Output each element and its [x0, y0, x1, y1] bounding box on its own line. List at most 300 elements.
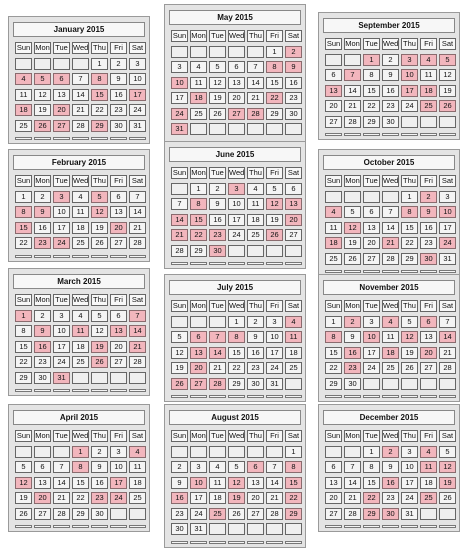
day-cell[interactable]: 28	[129, 356, 146, 368]
day-cell[interactable]: 11	[190, 77, 207, 89]
day-cell[interactable]: 5	[344, 206, 361, 218]
day-cell[interactable]: 20	[228, 92, 245, 104]
day-cell[interactable]: 13	[190, 347, 207, 359]
day-cell[interactable]: 1	[266, 46, 283, 58]
day-cell[interactable]: 27	[247, 508, 264, 520]
day-cell[interactable]: 18	[209, 492, 226, 504]
day-cell[interactable]: 7	[439, 316, 456, 328]
day-cell[interactable]: 17	[363, 347, 380, 359]
day-cell[interactable]: 22	[363, 100, 380, 112]
day-cell[interactable]: 27	[110, 237, 127, 249]
day-cell[interactable]: 10	[53, 325, 70, 337]
day-cell[interactable]: 9	[209, 198, 226, 210]
day-cell[interactable]: 21	[129, 341, 146, 353]
day-cell[interactable]: 5	[439, 446, 456, 458]
day-cell[interactable]: 21	[382, 237, 399, 249]
day-cell[interactable]: 7	[247, 61, 264, 73]
day-cell[interactable]: 3	[53, 310, 70, 322]
day-cell[interactable]: 4	[129, 446, 146, 458]
day-cell[interactable]: 10	[190, 477, 207, 489]
day-cell[interactable]: 27	[325, 508, 342, 520]
day-cell[interactable]: 26	[34, 120, 51, 132]
day-cell[interactable]: 4	[209, 461, 226, 473]
day-cell[interactable]: 21	[266, 492, 283, 504]
day-cell[interactable]: 30	[171, 523, 188, 535]
day-cell[interactable]: 11	[72, 325, 89, 337]
day-cell[interactable]: 10	[401, 69, 418, 81]
day-cell[interactable]: 9	[382, 69, 399, 81]
day-cell[interactable]: 27	[34, 508, 51, 520]
day-cell[interactable]: 24	[129, 104, 146, 116]
day-cell[interactable]: 28	[72, 120, 89, 132]
day-cell[interactable]: 10	[53, 206, 70, 218]
day-cell[interactable]: 3	[129, 58, 146, 70]
day-cell[interactable]: 27	[190, 378, 207, 390]
day-cell[interactable]: 13	[53, 89, 70, 101]
day-cell[interactable]: 23	[285, 92, 302, 104]
day-cell[interactable]: 5	[228, 461, 245, 473]
day-cell[interactable]: 16	[209, 214, 226, 226]
day-cell[interactable]: 2	[247, 316, 264, 328]
day-cell[interactable]: 19	[439, 85, 456, 97]
day-cell[interactable]: 22	[325, 362, 342, 374]
day-cell[interactable]: 30	[247, 378, 264, 390]
day-cell[interactable]: 14	[344, 477, 361, 489]
day-cell[interactable]: 12	[91, 325, 108, 337]
day-cell[interactable]: 5	[91, 310, 108, 322]
day-cell[interactable]: 28	[344, 508, 361, 520]
day-cell[interactable]: 26	[344, 253, 361, 265]
day-cell[interactable]: 1	[285, 446, 302, 458]
day-cell[interactable]: 11	[247, 198, 264, 210]
day-cell[interactable]: 22	[401, 237, 418, 249]
day-cell[interactable]: 25	[190, 108, 207, 120]
day-cell[interactable]: 19	[266, 214, 283, 226]
day-cell[interactable]: 24	[401, 100, 418, 112]
day-cell[interactable]: 30	[285, 108, 302, 120]
day-cell[interactable]: 14	[209, 347, 226, 359]
day-cell[interactable]: 21	[72, 104, 89, 116]
day-cell[interactable]: 6	[325, 461, 342, 473]
day-cell[interactable]: 21	[344, 492, 361, 504]
day-cell[interactable]: 29	[91, 120, 108, 132]
day-cell[interactable]: 11	[420, 69, 437, 81]
day-cell[interactable]: 2	[110, 58, 127, 70]
day-cell[interactable]: 23	[34, 237, 51, 249]
day-cell[interactable]: 18	[129, 477, 146, 489]
day-cell[interactable]: 21	[439, 347, 456, 359]
day-cell[interactable]: 25	[15, 120, 32, 132]
day-cell[interactable]: 5	[209, 61, 226, 73]
day-cell[interactable]: 15	[325, 347, 342, 359]
day-cell[interactable]: 16	[91, 477, 108, 489]
day-cell[interactable]: 4	[190, 61, 207, 73]
day-cell[interactable]: 20	[363, 237, 380, 249]
day-cell[interactable]: 24	[363, 362, 380, 374]
day-cell[interactable]: 20	[247, 492, 264, 504]
day-cell[interactable]: 14	[171, 214, 188, 226]
day-cell[interactable]: 10	[110, 461, 127, 473]
day-cell[interactable]: 2	[420, 191, 437, 203]
day-cell[interactable]: 28	[382, 253, 399, 265]
day-cell[interactable]: 29	[285, 508, 302, 520]
day-cell[interactable]: 18	[325, 237, 342, 249]
day-cell[interactable]: 24	[401, 492, 418, 504]
day-cell[interactable]: 26	[209, 108, 226, 120]
day-cell[interactable]: 30	[382, 116, 399, 128]
day-cell[interactable]: 5	[34, 73, 51, 85]
day-cell[interactable]: 23	[91, 492, 108, 504]
day-cell[interactable]: 25	[129, 492, 146, 504]
day-cell[interactable]: 17	[401, 85, 418, 97]
day-cell[interactable]: 16	[247, 347, 264, 359]
day-cell[interactable]: 21	[209, 362, 226, 374]
day-cell[interactable]: 27	[228, 108, 245, 120]
day-cell[interactable]: 11	[325, 222, 342, 234]
day-cell[interactable]: 15	[91, 89, 108, 101]
day-cell[interactable]: 6	[190, 331, 207, 343]
day-cell[interactable]: 26	[439, 100, 456, 112]
day-cell[interactable]: 5	[91, 191, 108, 203]
day-cell[interactable]: 29	[72, 508, 89, 520]
day-cell[interactable]: 22	[285, 492, 302, 504]
day-cell[interactable]: 4	[325, 206, 342, 218]
day-cell[interactable]: 6	[247, 461, 264, 473]
day-cell[interactable]: 28	[439, 362, 456, 374]
day-cell[interactable]: 16	[344, 347, 361, 359]
day-cell[interactable]: 2	[171, 461, 188, 473]
day-cell[interactable]: 3	[363, 316, 380, 328]
day-cell[interactable]: 15	[363, 85, 380, 97]
day-cell[interactable]: 25	[420, 492, 437, 504]
day-cell[interactable]: 16	[110, 89, 127, 101]
day-cell[interactable]: 4	[72, 310, 89, 322]
day-cell[interactable]: 22	[15, 356, 32, 368]
day-cell[interactable]: 23	[209, 229, 226, 241]
day-cell[interactable]: 8	[15, 325, 32, 337]
day-cell[interactable]: 28	[53, 508, 70, 520]
day-cell[interactable]: 19	[209, 92, 226, 104]
day-cell[interactable]: 30	[91, 508, 108, 520]
day-cell[interactable]: 27	[110, 356, 127, 368]
day-cell[interactable]: 27	[285, 229, 302, 241]
day-cell[interactable]: 13	[285, 198, 302, 210]
day-cell[interactable]: 10	[228, 198, 245, 210]
day-cell[interactable]: 12	[228, 477, 245, 489]
day-cell[interactable]: 8	[363, 461, 380, 473]
day-cell[interactable]: 22	[266, 92, 283, 104]
day-cell[interactable]: 11	[209, 477, 226, 489]
day-cell[interactable]: 14	[266, 477, 283, 489]
day-cell[interactable]: 3	[171, 61, 188, 73]
day-cell[interactable]: 9	[420, 206, 437, 218]
day-cell[interactable]: 31	[439, 253, 456, 265]
day-cell[interactable]: 2	[285, 46, 302, 58]
day-cell[interactable]: 5	[266, 183, 283, 195]
day-cell[interactable]: 1	[15, 310, 32, 322]
day-cell[interactable]: 22	[91, 104, 108, 116]
day-cell[interactable]: 12	[15, 477, 32, 489]
day-cell[interactable]: 13	[110, 325, 127, 337]
day-cell[interactable]: 20	[190, 362, 207, 374]
day-cell[interactable]: 22	[15, 237, 32, 249]
day-cell[interactable]: 5	[401, 316, 418, 328]
day-cell[interactable]: 6	[53, 73, 70, 85]
day-cell[interactable]: 15	[190, 214, 207, 226]
day-cell[interactable]: 25	[382, 362, 399, 374]
day-cell[interactable]: 18	[72, 341, 89, 353]
day-cell[interactable]: 8	[91, 73, 108, 85]
day-cell[interactable]: 18	[15, 104, 32, 116]
day-cell[interactable]: 16	[420, 222, 437, 234]
day-cell[interactable]: 19	[34, 104, 51, 116]
day-cell[interactable]: 14	[382, 222, 399, 234]
day-cell[interactable]: 4	[285, 316, 302, 328]
day-cell[interactable]: 11	[382, 331, 399, 343]
day-cell[interactable]: 21	[129, 222, 146, 234]
day-cell[interactable]: 22	[228, 362, 245, 374]
day-cell[interactable]: 18	[285, 347, 302, 359]
day-cell[interactable]: 8	[401, 206, 418, 218]
day-cell[interactable]: 10	[266, 331, 283, 343]
day-cell[interactable]: 15	[401, 222, 418, 234]
day-cell[interactable]: 4	[420, 446, 437, 458]
day-cell[interactable]: 12	[171, 347, 188, 359]
day-cell[interactable]: 23	[344, 362, 361, 374]
day-cell[interactable]: 23	[382, 492, 399, 504]
day-cell[interactable]: 24	[228, 229, 245, 241]
day-cell[interactable]: 24	[171, 108, 188, 120]
day-cell[interactable]: 26	[91, 237, 108, 249]
day-cell[interactable]: 10	[171, 77, 188, 89]
day-cell[interactable]: 12	[34, 89, 51, 101]
day-cell[interactable]: 9	[382, 461, 399, 473]
day-cell[interactable]: 9	[34, 206, 51, 218]
day-cell[interactable]: 27	[53, 120, 70, 132]
day-cell[interactable]: 24	[190, 508, 207, 520]
day-cell[interactable]: 10	[129, 73, 146, 85]
day-cell[interactable]: 25	[420, 100, 437, 112]
day-cell[interactable]: 17	[401, 477, 418, 489]
day-cell[interactable]: 26	[228, 508, 245, 520]
day-cell[interactable]: 8	[190, 198, 207, 210]
day-cell[interactable]: 25	[285, 362, 302, 374]
day-cell[interactable]: 9	[171, 477, 188, 489]
day-cell[interactable]: 3	[266, 316, 283, 328]
day-cell[interactable]: 29	[325, 378, 342, 390]
day-cell[interactable]: 23	[110, 104, 127, 116]
day-cell[interactable]: 28	[209, 378, 226, 390]
day-cell[interactable]: 6	[110, 310, 127, 322]
day-cell[interactable]: 18	[247, 214, 264, 226]
day-cell[interactable]: 2	[209, 183, 226, 195]
day-cell[interactable]: 10	[363, 331, 380, 343]
day-cell[interactable]: 8	[285, 461, 302, 473]
day-cell[interactable]: 20	[110, 341, 127, 353]
day-cell[interactable]: 26	[15, 508, 32, 520]
day-cell[interactable]: 14	[53, 477, 70, 489]
day-cell[interactable]: 29	[363, 508, 380, 520]
day-cell[interactable]: 12	[266, 198, 283, 210]
day-cell[interactable]: 11	[15, 89, 32, 101]
day-cell[interactable]: 14	[129, 325, 146, 337]
day-cell[interactable]: 22	[72, 492, 89, 504]
day-cell[interactable]: 17	[439, 222, 456, 234]
day-cell[interactable]: 6	[363, 206, 380, 218]
day-cell[interactable]: 12	[91, 206, 108, 218]
day-cell[interactable]: 7	[266, 461, 283, 473]
day-cell[interactable]: 22	[190, 229, 207, 241]
day-cell[interactable]: 18	[420, 85, 437, 97]
day-cell[interactable]: 9	[91, 461, 108, 473]
day-cell[interactable]: 15	[266, 77, 283, 89]
day-cell[interactable]: 7	[53, 461, 70, 473]
day-cell[interactable]: 10	[439, 206, 456, 218]
day-cell[interactable]: 29	[15, 372, 32, 384]
day-cell[interactable]: 15	[72, 477, 89, 489]
day-cell[interactable]: 1	[190, 183, 207, 195]
day-cell[interactable]: 28	[266, 508, 283, 520]
day-cell[interactable]: 24	[53, 237, 70, 249]
day-cell[interactable]: 19	[171, 362, 188, 374]
day-cell[interactable]: 14	[129, 206, 146, 218]
day-cell[interactable]: 30	[34, 372, 51, 384]
day-cell[interactable]: 19	[401, 347, 418, 359]
day-cell[interactable]: 29	[401, 253, 418, 265]
day-cell[interactable]: 18	[420, 477, 437, 489]
day-cell[interactable]: 16	[382, 85, 399, 97]
day-cell[interactable]: 2	[34, 191, 51, 203]
day-cell[interactable]: 24	[110, 492, 127, 504]
day-cell[interactable]: 1	[15, 191, 32, 203]
day-cell[interactable]: 25	[72, 356, 89, 368]
day-cell[interactable]: 19	[15, 492, 32, 504]
day-cell[interactable]: 13	[110, 206, 127, 218]
day-cell[interactable]: 28	[171, 245, 188, 257]
day-cell[interactable]: 26	[401, 362, 418, 374]
day-cell[interactable]: 13	[228, 77, 245, 89]
day-cell[interactable]: 4	[382, 316, 399, 328]
day-cell[interactable]: 13	[325, 85, 342, 97]
day-cell[interactable]: 16	[34, 222, 51, 234]
day-cell[interactable]: 14	[439, 331, 456, 343]
day-cell[interactable]: 28	[129, 237, 146, 249]
day-cell[interactable]: 21	[53, 492, 70, 504]
day-cell[interactable]: 27	[325, 116, 342, 128]
day-cell[interactable]: 17	[53, 341, 70, 353]
day-cell[interactable]: 3	[190, 461, 207, 473]
day-cell[interactable]: 17	[129, 89, 146, 101]
day-cell[interactable]: 13	[34, 477, 51, 489]
day-cell[interactable]: 29	[363, 116, 380, 128]
day-cell[interactable]: 12	[401, 331, 418, 343]
day-cell[interactable]: 13	[363, 222, 380, 234]
day-cell[interactable]: 5	[15, 461, 32, 473]
day-cell[interactable]: 20	[325, 492, 342, 504]
day-cell[interactable]: 20	[34, 492, 51, 504]
day-cell[interactable]: 3	[401, 54, 418, 66]
day-cell[interactable]: 7	[171, 198, 188, 210]
day-cell[interactable]: 6	[285, 183, 302, 195]
day-cell[interactable]: 17	[190, 492, 207, 504]
day-cell[interactable]: 30	[344, 378, 361, 390]
day-cell[interactable]: 16	[171, 492, 188, 504]
day-cell[interactable]: 11	[72, 206, 89, 218]
day-cell[interactable]: 27	[420, 362, 437, 374]
day-cell[interactable]: 7	[382, 206, 399, 218]
day-cell[interactable]: 14	[247, 77, 264, 89]
day-cell[interactable]: 8	[363, 69, 380, 81]
day-cell[interactable]: 27	[363, 253, 380, 265]
day-cell[interactable]: 26	[91, 356, 108, 368]
day-cell[interactable]: 19	[91, 222, 108, 234]
day-cell[interactable]: 25	[72, 237, 89, 249]
day-cell[interactable]: 19	[344, 237, 361, 249]
day-cell[interactable]: 17	[266, 347, 283, 359]
day-cell[interactable]: 17	[228, 214, 245, 226]
day-cell[interactable]: 3	[110, 446, 127, 458]
day-cell[interactable]: 23	[247, 362, 264, 374]
day-cell[interactable]: 23	[34, 356, 51, 368]
day-cell[interactable]: 3	[53, 191, 70, 203]
day-cell[interactable]: 1	[363, 54, 380, 66]
day-cell[interactable]: 9	[110, 73, 127, 85]
day-cell[interactable]: 22	[363, 492, 380, 504]
day-cell[interactable]: 17	[110, 477, 127, 489]
day-cell[interactable]: 18	[382, 347, 399, 359]
day-cell[interactable]: 25	[247, 229, 264, 241]
day-cell[interactable]: 26	[439, 492, 456, 504]
day-cell[interactable]: 30	[209, 245, 226, 257]
day-cell[interactable]: 1	[91, 58, 108, 70]
day-cell[interactable]: 2	[344, 316, 361, 328]
day-cell[interactable]: 1	[401, 191, 418, 203]
day-cell[interactable]: 5	[171, 331, 188, 343]
day-cell[interactable]: 24	[53, 356, 70, 368]
day-cell[interactable]: 23	[420, 237, 437, 249]
day-cell[interactable]: 12	[209, 77, 226, 89]
day-cell[interactable]: 13	[247, 477, 264, 489]
day-cell[interactable]: 6	[110, 191, 127, 203]
day-cell[interactable]: 20	[53, 104, 70, 116]
day-cell[interactable]: 16	[382, 477, 399, 489]
day-cell[interactable]: 6	[325, 69, 342, 81]
day-cell[interactable]: 21	[247, 92, 264, 104]
day-cell[interactable]: 2	[34, 310, 51, 322]
day-cell[interactable]: 16	[285, 77, 302, 89]
day-cell[interactable]: 2	[382, 446, 399, 458]
day-cell[interactable]: 4	[247, 183, 264, 195]
day-cell[interactable]: 31	[171, 123, 188, 135]
day-cell[interactable]: 9	[34, 325, 51, 337]
day-cell[interactable]: 19	[91, 341, 108, 353]
day-cell[interactable]: 7	[209, 331, 226, 343]
day-cell[interactable]: 20	[285, 214, 302, 226]
day-cell[interactable]: 3	[228, 183, 245, 195]
day-cell[interactable]: 31	[190, 523, 207, 535]
day-cell[interactable]: 2	[91, 446, 108, 458]
day-cell[interactable]: 19	[439, 477, 456, 489]
day-cell[interactable]: 16	[34, 341, 51, 353]
day-cell[interactable]: 8	[266, 61, 283, 73]
day-cell[interactable]: 24	[266, 362, 283, 374]
day-cell[interactable]: 20	[110, 222, 127, 234]
day-cell[interactable]: 31	[129, 120, 146, 132]
day-cell[interactable]: 31	[401, 508, 418, 520]
day-cell[interactable]: 19	[228, 492, 245, 504]
day-cell[interactable]: 15	[228, 347, 245, 359]
day-cell[interactable]: 14	[344, 85, 361, 97]
